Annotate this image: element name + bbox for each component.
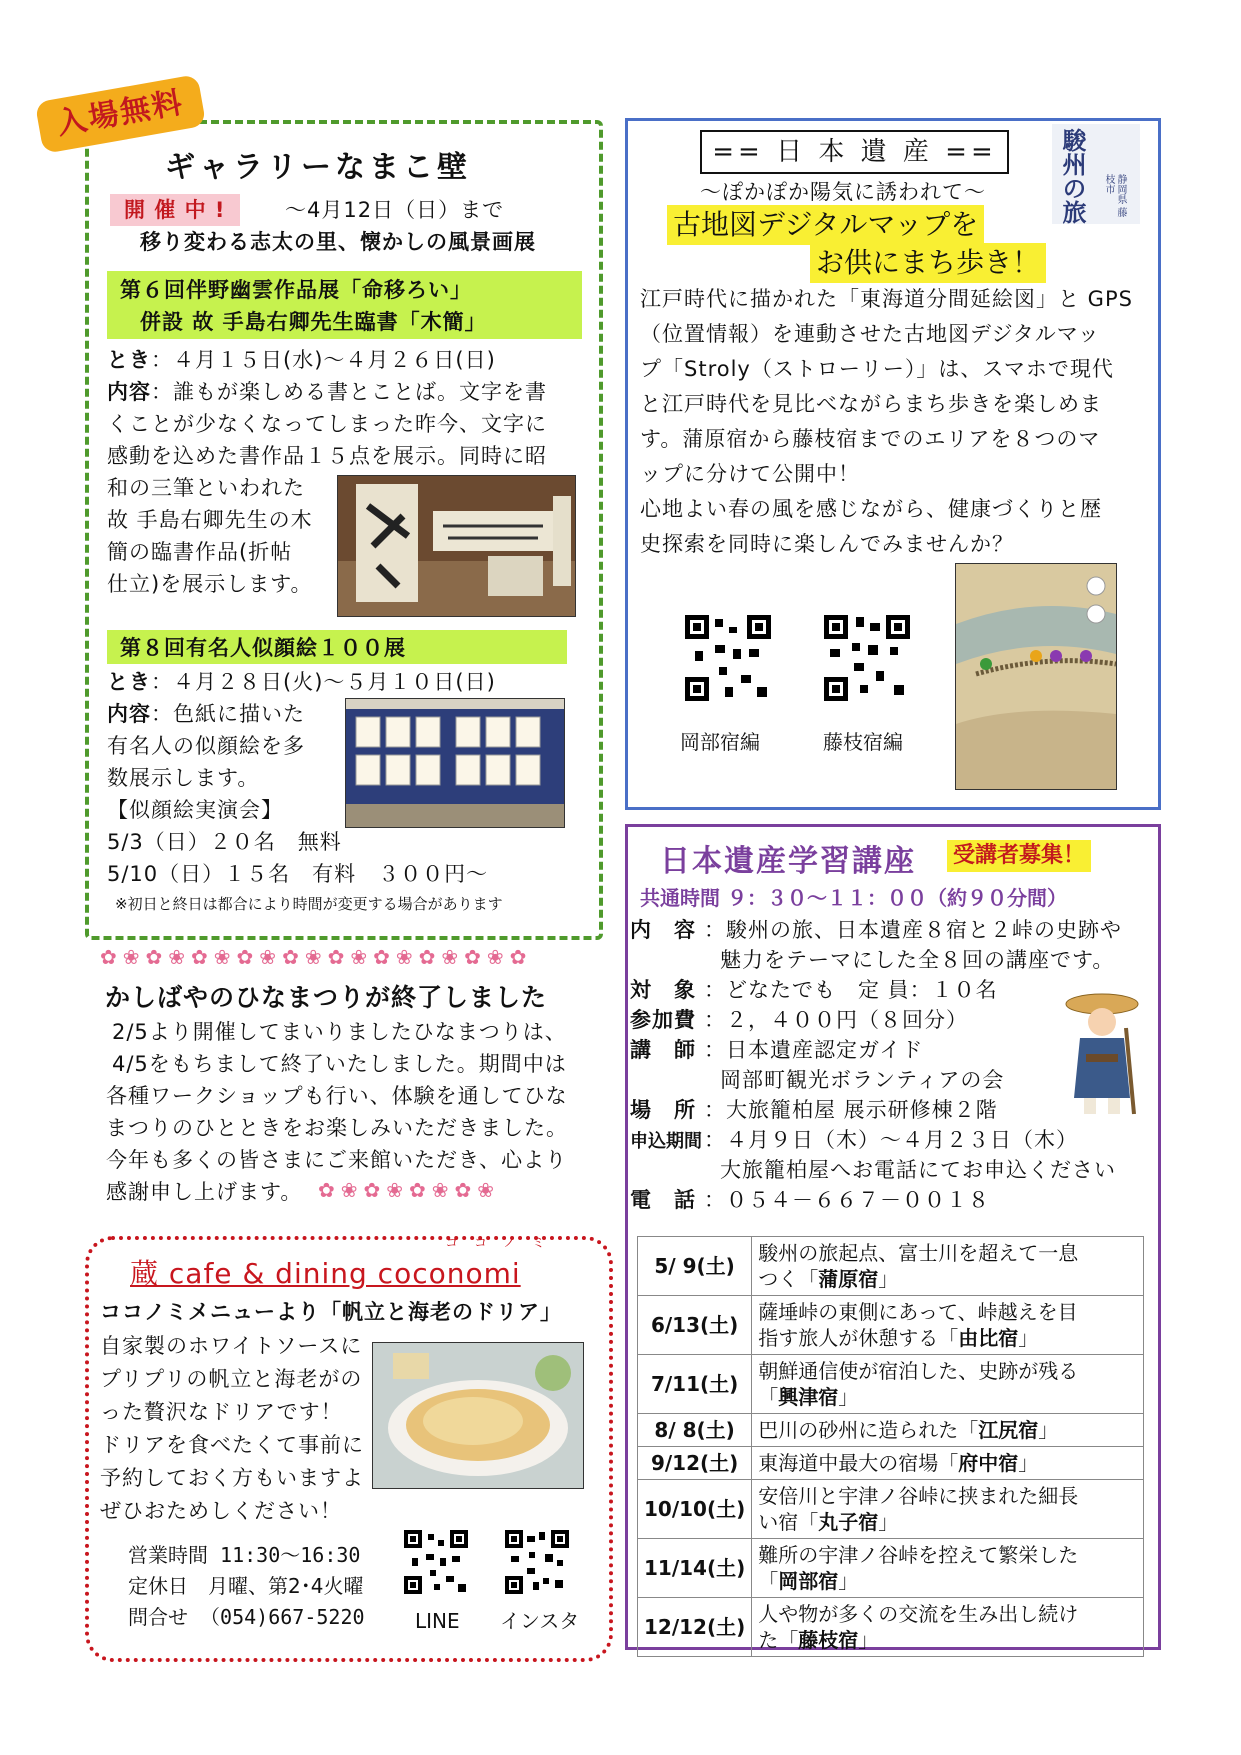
schedule-desc-line1: 難所の宇津ノ谷峠を控えて繁栄した <box>758 1543 1079 1567</box>
exhibition2-when <box>107 666 496 698</box>
demo-event-heading: 【似顔絵実演会】 <box>107 798 283 822</box>
course-info-value: ：大旅籠柏屋 展示研修棟２階 <box>704 1098 998 1122</box>
schedule-desc <box>752 1480 1144 1539</box>
schedule-desc-line1: 駿州の旅起点、富士川を超えて一息 <box>758 1241 1079 1265</box>
schedule-desc-line2: つく「 <box>758 1267 819 1291</box>
schedule-desc-line1: 安倍川と宇津ノ谷峠に挟まれた細長 <box>758 1484 1079 1508</box>
cafe-menu: ココノミメニューより「帆立と海老のドリア」 <box>100 1300 562 1324</box>
fujieda-map-qr-code[interactable] <box>824 615 910 701</box>
schedule-date: 11/14(土) <box>638 1539 752 1598</box>
exhibition1-content-line: 和の三筆といわれた <box>107 476 305 500</box>
schedule-desc <box>752 1296 1144 1355</box>
heritage-line: す。蒲原宿から藤枝宿までのエリアを８つのマ <box>640 427 1101 451</box>
exhibition1-content-line: 仕立)を展示します。 <box>107 572 313 596</box>
course-common-time: 共通時間 ９：３０～１１：００（約９０分間） <box>640 886 1067 910</box>
schedule-date: 12/12(土) <box>638 1598 752 1657</box>
schedule-desc-line1: 人や物が多くの交流を生み出し続け <box>758 1602 1079 1626</box>
content-line: ：誰もが楽しめる書とことば。文字を書 <box>151 380 547 404</box>
schedule-desc-line1: 朝鮮通信使が宿泊した、史跡が残る <box>758 1359 1079 1383</box>
course-info-value: ：２，４００円（８回分） <box>704 1008 968 1032</box>
schedule-date: 9/12(土) <box>638 1447 752 1480</box>
hina-title: かしばやのひなまつりが終了しました <box>105 983 548 1012</box>
hina-line: 4/5をもちまして終了いたしました。期間中は <box>112 1052 567 1076</box>
schedule-desc-line2: 東海道中最大の宿場「 <box>758 1451 959 1475</box>
exhibition1-subtitle: 併設 故 手島右卿先生臨書「木簡」 <box>140 310 487 334</box>
table-row <box>638 1296 1144 1355</box>
schedule-desc <box>752 1355 1144 1414</box>
gallery-note: ※初日と終日は都合により時間が変更する場合があります <box>115 895 503 913</box>
logo-small-text: 静岡県 藤枝市 <box>1103 174 1126 218</box>
schedule-date: 6/13(土) <box>638 1296 752 1355</box>
course-info-value: ：０５４－６６７－００１８ <box>704 1188 990 1212</box>
exhibition1-content <box>107 376 547 408</box>
recruit-badge: 受講者募集！ <box>947 840 1091 872</box>
gallery-title: ギャラリーなまこ壁 <box>165 150 471 185</box>
course-info-value: 魅力をテーマにした全８回の講座です。 <box>720 948 1115 972</box>
exhibition2-title: 第８回有名人似顔絵１００展 <box>120 636 406 660</box>
course-info-label: 講 師 <box>630 1038 696 1062</box>
hina-line: まつりのひとときをお楽しみいただきました。 <box>106 1116 568 1140</box>
exhibition2-content <box>107 698 305 730</box>
hina-line: 今年も多くの皆さまにご来館いただき、心より <box>106 1148 568 1172</box>
content-label: 内容 <box>107 702 151 726</box>
when-value: ：４月１５日(水)～４月２６日(日) <box>151 348 496 372</box>
line-qr-label: LINE <box>415 1609 460 1633</box>
schedule-desc <box>752 1237 1144 1296</box>
course-info-value: ：日本遺産認定ガイド <box>704 1038 924 1062</box>
exhibition1-when <box>107 344 496 376</box>
schedule-desc-line2: 「 <box>758 1569 779 1593</box>
exhibition1-content-line: くことが少なくなってしまった昨今、文字に <box>107 412 547 436</box>
exhibition1-content-line: 簡の臨書作品(折帖 <box>107 540 293 564</box>
course-info-label: 申込期間 <box>630 1131 702 1152</box>
free-admission-badge: 入場無料 <box>35 74 207 154</box>
schedule-desc <box>752 1447 1144 1480</box>
course-title: 日本遺産学習講座 <box>660 844 916 879</box>
traveler-illustration <box>1062 988 1142 1118</box>
table-row <box>638 1447 1144 1480</box>
schedule-station: 蒲原宿 <box>818 1267 879 1291</box>
schedule-desc-line1: 薩埵峠の東側にあって、峠越えを目 <box>758 1300 1078 1324</box>
course-info-value: ：どなたでも 定 員：１０名 <box>704 978 998 1002</box>
course-info-label: 参加費 <box>630 1008 696 1032</box>
schedule-desc-line3: 」 <box>858 1628 879 1652</box>
exhibition2-content-line: 有名人の似顔絵を多 <box>107 734 305 758</box>
schedule-desc-line3: 」 <box>838 1569 859 1593</box>
content-line: ：色紙に描いた <box>151 702 305 726</box>
heritage-headline-2: お供にまち歩き！ <box>810 243 1046 283</box>
cafe-line: プリプリの帆立と海老がの <box>100 1367 363 1391</box>
now-showing-until: ～4月12日（日）まで <box>285 198 505 222</box>
course-info-label: 内 容 <box>630 918 696 942</box>
when-value: ：４月２８日(火)～５月１０日(日) <box>151 670 496 694</box>
table-row <box>638 1539 1144 1598</box>
course-info-row <box>630 1124 1078 1158</box>
schedule-desc-line2: い宿「 <box>758 1510 819 1534</box>
schedule-station: 府中宿 <box>958 1451 1019 1475</box>
heritage-line: プ「Stroly（ストローリー）」は、スマホで現代 <box>640 357 1114 381</box>
schedule-date: 8/ 8(土) <box>638 1414 752 1447</box>
course-info-value: ：４月９日（木）～４月２３日（木） <box>704 1128 1078 1152</box>
gallery-subtitle: 移り変わる志太の里、懐かしの風景画展 <box>140 230 536 254</box>
when-label: とき <box>107 348 151 372</box>
calligraphy-exhibition-photo <box>337 475 576 617</box>
cafe-ruby: ココノミ <box>445 1236 562 1251</box>
course-info-label: 対 象 <box>630 978 696 1002</box>
schedule-station: 藤枝宿 <box>798 1628 859 1652</box>
course-info-label: 電 話 <box>630 1188 696 1212</box>
schedule-desc-line2: 巴川の砂州に造られた「 <box>758 1418 979 1442</box>
schedule-desc-line3: 」 <box>838 1385 859 1409</box>
schedule-desc <box>752 1598 1144 1657</box>
heritage-sub: ～ぽかぽか陽気に誘われて～ <box>700 180 986 204</box>
course-info-row <box>630 1094 998 1126</box>
when-label: とき <box>107 670 151 694</box>
schedule-desc-line3: 」 <box>878 1510 899 1534</box>
heritage-line: 江戸時代に描かれた「東海道分間延絵図」と GPS <box>640 287 1133 311</box>
exhibition1-content-line: 故 手島右卿先生の木 <box>107 508 313 532</box>
course-info-row <box>630 1064 1004 1096</box>
okabe-map-qr-code[interactable] <box>685 615 771 701</box>
content-label: 内容 <box>107 380 151 404</box>
schedule-desc-line3: 」 <box>1038 1418 1059 1442</box>
table-row <box>638 1480 1144 1539</box>
cafe-line: ぜひおためしください！ <box>100 1499 342 1523</box>
logo-text: 駿州の旅 <box>1058 128 1086 224</box>
table-row <box>638 1355 1144 1414</box>
course-info-label: 場 所 <box>630 1098 696 1122</box>
course-info-value: 岡部町観光ボランティアの会 <box>720 1068 1005 1092</box>
line-qr-code[interactable] <box>404 1530 468 1594</box>
heritage-headline-1: 古地図デジタルマップを <box>667 205 984 245</box>
cafe-line: 予約しておく方もいますよ <box>100 1466 364 1490</box>
now-showing-label: 開 催 中 ! <box>110 194 240 226</box>
portrait-exhibition-photo <box>345 698 565 828</box>
demo-event-line: 5/10（日）１５名 有料 ３００円～ <box>107 862 489 886</box>
cafe-line: ドリアを食べたくて事前に <box>100 1433 364 1457</box>
schedule-desc <box>752 1414 1144 1447</box>
course-schedule-table <box>637 1236 1144 1657</box>
okabe-map-qr-label: 岡部宿編 <box>680 730 760 754</box>
schedule-station: 由比宿 <box>958 1326 1019 1350</box>
course-info-row <box>630 1034 923 1066</box>
course-info-value: ：駿州の旅、日本遺産８宿と２峠の史跡や <box>704 918 1122 942</box>
heritage-line: （位置情報）を連動させた古地図デジタルマッ <box>640 322 1100 346</box>
hina-line: 各種ワークショップも行い、体験を通してひな <box>106 1084 568 1108</box>
sunshu-no-tabi-logo <box>1052 124 1140 224</box>
schedule-date: 5/ 9(土) <box>638 1237 752 1296</box>
heritage-line: 心地よい春の風を感じながら、健康づくりと歴 <box>640 497 1102 521</box>
course-info-row <box>630 1004 968 1036</box>
table-row <box>638 1598 1144 1657</box>
schedule-station: 丸子宿 <box>818 1510 879 1534</box>
cafe-contact: 問合せ （054)667-5220 <box>128 1605 365 1629</box>
cafe-closed: 定休日 月曜、第2･4火曜 <box>128 1574 364 1598</box>
cafe-title: 蔵 cafe & dining coconomi <box>130 1257 521 1290</box>
schedule-desc-line3: 」 <box>1018 1451 1039 1475</box>
heritage-line: 史探索を同時に楽しんでみませんか？ <box>640 532 1014 556</box>
schedule-station: 江尻宿 <box>978 1418 1039 1442</box>
cafe-line: った贅沢なドリアです！ <box>100 1400 343 1424</box>
hina-line: 感謝申し上げます。 <box>106 1180 303 1204</box>
schedule-date: 7/11(土) <box>638 1355 752 1414</box>
schedule-desc-line2: た「 <box>758 1628 799 1652</box>
schedule-station: 岡部宿 <box>778 1569 839 1593</box>
course-info-value: 大旅籠柏屋へお電話にてお申込ください <box>720 1158 1116 1182</box>
cafe-line: 自家製のホワイトソースに <box>100 1334 363 1358</box>
exhibition1-title: 第６回伴野幽雲作品展「命移ろい」 <box>120 278 472 302</box>
heritage-header: == 日 本 遺 産 == <box>700 130 1009 174</box>
table-row <box>638 1237 1144 1296</box>
schedule-date: 10/10(土) <box>638 1480 752 1539</box>
schedule-desc-line3: 」 <box>1018 1326 1039 1350</box>
fujieda-map-qr-label: 藤枝宿編 <box>823 730 903 754</box>
instagram-qr-code[interactable] <box>505 1530 569 1594</box>
old-map-screenshot <box>955 563 1117 790</box>
cafe-hours: 営業時間 11:30～16:30 <box>128 1543 361 1567</box>
course-info-row <box>630 974 998 1006</box>
schedule-station: 興津宿 <box>778 1385 839 1409</box>
schedule-desc <box>752 1539 1144 1598</box>
sakura-divider: ✿❀✿❀✿❀✿❀ <box>318 1178 501 1202</box>
doria-photo <box>372 1342 584 1489</box>
heritage-line: ップに分けて公開中！ <box>640 462 860 486</box>
table-row <box>638 1414 1144 1447</box>
schedule-desc-line2: 「 <box>758 1385 779 1409</box>
exhibition2-content-line: 数展示します。 <box>107 766 260 790</box>
schedule-desc-line3: 」 <box>878 1267 899 1291</box>
course-info-row <box>630 1154 1116 1186</box>
sakura-divider: ✿❀✿❀✿❀✿❀✿❀✿❀✿❀✿❀✿❀✿ <box>100 945 533 969</box>
course-info-row <box>630 944 1114 976</box>
hina-line: 2/5より開催してまいりましたひなまつりは、 <box>112 1020 567 1044</box>
course-info-row <box>630 1184 990 1216</box>
demo-event-line: 5/3（日）２０名 無料 <box>107 830 342 854</box>
course-info-row <box>630 914 1122 946</box>
heritage-line: と江戸時代を見比べながらまち歩きを楽しめま <box>640 392 1102 416</box>
instagram-qr-label: インスタ <box>500 1609 580 1633</box>
schedule-desc-line2: 指す旅人が休憩する「 <box>758 1326 959 1350</box>
exhibition1-content-line: 感動を込めた書作品１５点を展示。同時に昭 <box>107 444 547 468</box>
